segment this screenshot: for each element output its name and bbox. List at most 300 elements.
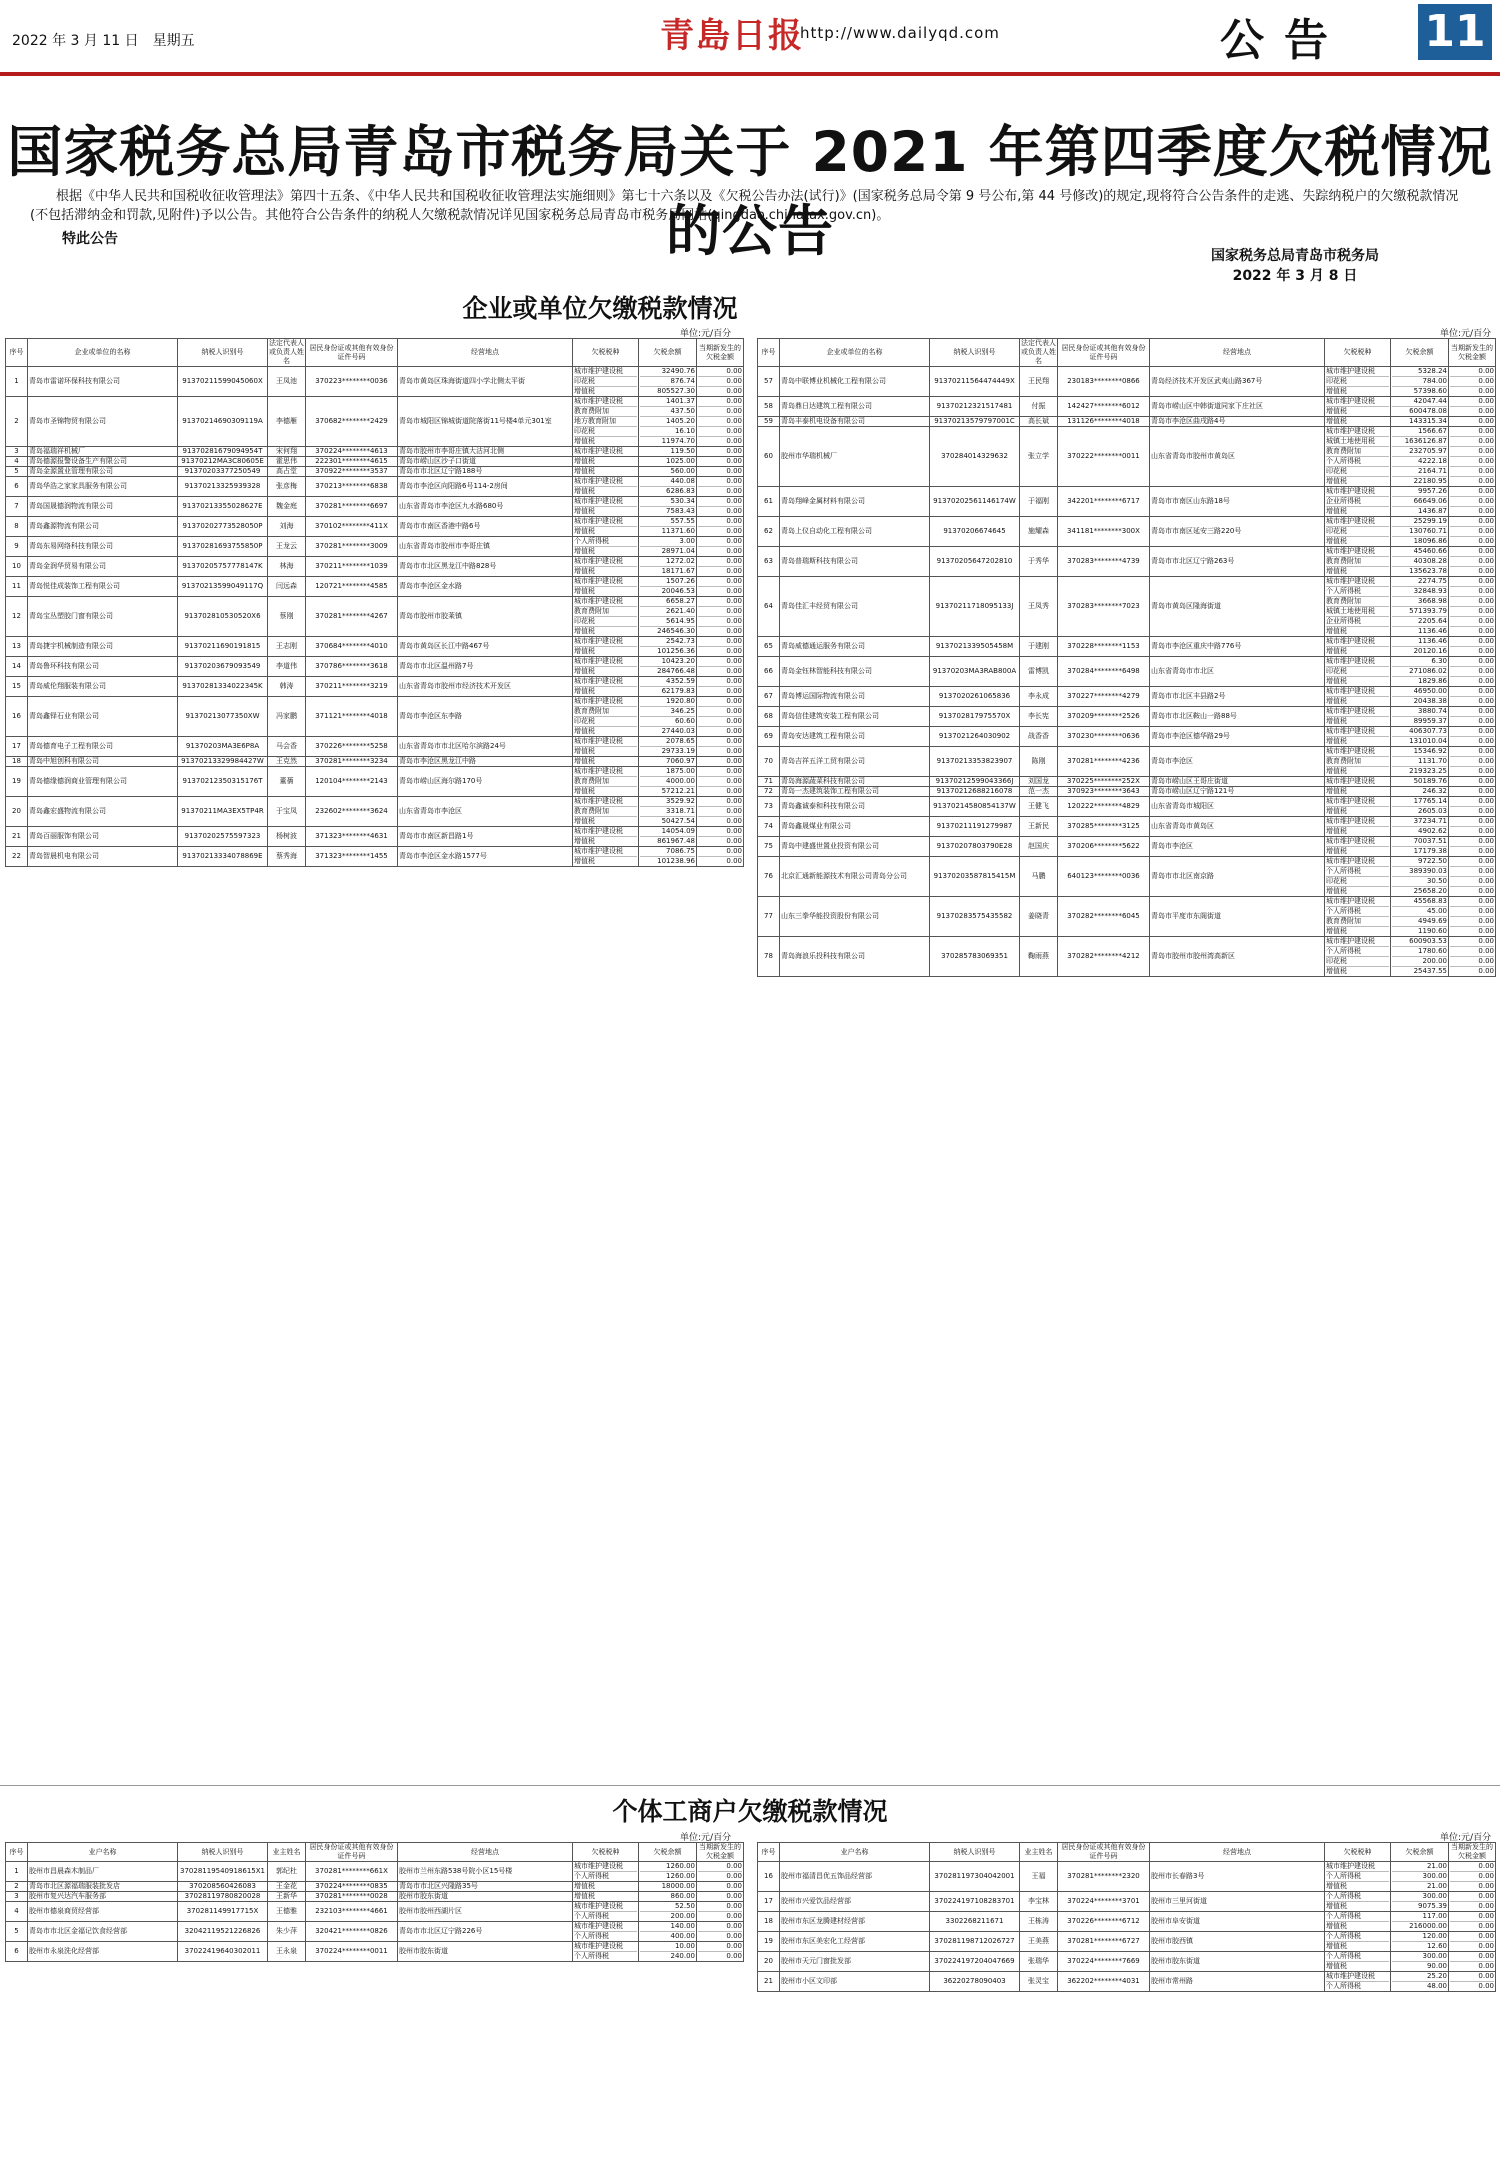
table-row	[6, 577, 744, 597]
tax-type: 个人所得税	[1326, 1932, 1389, 1942]
tax-types	[1325, 1892, 1391, 1912]
new-arrears-amount: 0.00	[698, 637, 742, 647]
tax-amounts	[1391, 517, 1449, 547]
tax-type: 地方教育附加	[574, 417, 637, 427]
table-row	[6, 767, 744, 797]
taxpayer-id: 91370213353823907	[930, 747, 1020, 777]
tax-type: 增值税	[574, 837, 595, 845]
tax-amount: 560.00	[670, 467, 695, 475]
tax-type: 增值税	[1326, 677, 1347, 685]
table-row	[6, 847, 744, 867]
tax-amount: 50427.54	[661, 817, 695, 825]
taxpayer-id: 91370212350315176T	[178, 767, 268, 797]
tax-type: 增值税	[1326, 1882, 1347, 1890]
taxpayer-id: 91370202773528050P	[178, 517, 268, 537]
row-number: 66	[758, 657, 780, 687]
taxpayer-name: 青岛翔峰金属材料有限公司	[780, 487, 930, 517]
tax-amount: 45568.83	[1392, 897, 1447, 907]
tax-amount: 25.20	[1392, 1972, 1447, 1982]
taxpayer-id: 913702817975570X	[930, 707, 1020, 727]
table-row	[758, 897, 1496, 937]
tax-type: 增值税	[1326, 1922, 1347, 1930]
tax-amounts	[639, 1892, 697, 1902]
new-arrears-amount: 0.00	[1450, 757, 1494, 767]
new-arrears-amount: 0.00	[698, 807, 742, 817]
tax-amount: 406307.73	[1392, 727, 1447, 737]
section2-unit-right: 单位:元/百分	[1440, 1833, 1492, 1843]
tax-type: 增值税	[574, 757, 595, 765]
enterprise-right-header-cell: 纳税人识别号	[930, 339, 1020, 367]
tax-amounts	[1391, 777, 1449, 787]
new-arrears-amount: 0.00	[726, 527, 742, 535]
tax-amounts	[639, 597, 697, 637]
new-arrears-amount: 0.00	[1478, 1982, 1494, 1990]
id-card-number: 370224********7669	[1058, 1952, 1150, 1972]
new-arrears-amount: 0.00	[1478, 537, 1494, 545]
row-number: 58	[758, 397, 780, 417]
table-row	[6, 737, 744, 757]
business-address: 青岛市黄岛区珠海街道四小学北侧太平街	[398, 367, 573, 397]
new-arrears-amount: 0.00	[726, 387, 742, 395]
tax-amount: 861967.48	[657, 837, 695, 845]
tax-type: 教育费附加	[1326, 557, 1389, 567]
row-number: 62	[758, 517, 780, 547]
business-address: 青岛市市南区新昌路1号	[398, 827, 573, 847]
new-arrears-amount: 0.00	[726, 757, 742, 765]
business-address: 青岛市市南区香港中路6号	[398, 517, 573, 537]
new-arrears	[697, 657, 744, 677]
individual-left-header-cell: 业主姓名	[268, 1843, 306, 1862]
tax-amounts	[1391, 727, 1449, 747]
issuer-name: 国家税务总局青岛市税务局	[1211, 248, 1379, 264]
individual-left-header-cell: 序号	[6, 1843, 28, 1862]
new-arrears-amount: 0.00	[1450, 747, 1494, 757]
taxpayer-id: 91370211599045060X	[178, 367, 268, 397]
id-card-number: 120721********4585	[306, 577, 398, 597]
taxpayer-id: 913702810530520X6	[178, 597, 268, 637]
tax-amount: 5614.95	[640, 617, 695, 627]
tax-types	[1325, 787, 1391, 797]
taxpayer-name: 胶州市德泉商贸经营部	[28, 1902, 178, 1922]
tax-amount: 1136.46	[1392, 637, 1447, 647]
tax-amount: 90.00	[1426, 1962, 1447, 1970]
section-divider	[0, 1785, 1500, 1786]
tax-types	[573, 477, 639, 497]
taxpayer-id: 36220278090403	[930, 1972, 1020, 1992]
enterprise-left-header-cell: 经营地点	[398, 339, 573, 367]
tax-amounts	[639, 517, 697, 537]
taxpayer-name: 青岛鑫宏盛物流有限公司	[28, 797, 178, 827]
tax-amount: 12.60	[1426, 1942, 1447, 1950]
new-arrears-amount: 0.00	[698, 597, 742, 607]
tax-amount: 42047.44	[1392, 397, 1447, 407]
business-address: 山东省青岛市市北区	[1150, 657, 1325, 687]
new-arrears-amount: 0.00	[726, 1872, 742, 1880]
tax-type: 增值税	[574, 627, 595, 635]
new-arrears-amount: 0.00	[726, 647, 742, 655]
row-number: 1	[6, 1862, 28, 1882]
table-row	[758, 817, 1496, 837]
tax-type: 增值税	[574, 787, 595, 795]
new-arrears	[1449, 1892, 1496, 1912]
tax-amounts	[1391, 1912, 1449, 1932]
taxpayer-id: 91370212599043366J	[930, 777, 1020, 787]
row-number: 65	[758, 637, 780, 657]
tax-amount: 860.00	[670, 1892, 695, 1900]
row-number: 5	[6, 467, 28, 477]
new-arrears	[697, 677, 744, 697]
representative-name: 王克然	[268, 757, 306, 767]
taxpayer-name: 青岛鑫铎石业有限公司	[28, 697, 178, 737]
row-number: 20	[758, 1952, 780, 1972]
new-arrears-amount: 0.00	[1450, 427, 1494, 437]
new-arrears-amount: 0.00	[1450, 617, 1494, 627]
taxpayer-name: 青岛中联博业机械化工程有限公司	[780, 367, 930, 397]
taxpayer-name: 胶州市小区文印部	[780, 1972, 930, 1992]
table-row	[6, 757, 744, 767]
new-arrears-amount: 0.00	[1478, 827, 1494, 835]
newspaper-url[interactable]: http://www.dailyqd.com	[800, 24, 1000, 42]
business-address: 青岛市市北区辽宁路188号	[398, 467, 573, 477]
new-arrears	[697, 557, 744, 577]
tax-amount: 1136.46	[1418, 627, 1447, 635]
new-arrears-amount: 0.00	[698, 697, 742, 707]
tax-amounts	[1391, 687, 1449, 707]
tax-amounts	[639, 847, 697, 867]
business-address: 青岛市李沧区	[1150, 837, 1325, 857]
taxpayer-name: 青岛金润华贸易有限公司	[28, 557, 178, 577]
tax-amount: 1636126.87	[1392, 437, 1447, 447]
tax-types	[1325, 367, 1391, 397]
enterprise-right-header-cell: 企业或单位的名称	[780, 339, 930, 367]
enterprise-left-header-cell: 欠税税种	[573, 339, 639, 367]
tax-amount: 45.00	[1392, 907, 1447, 917]
new-arrears-amount: 0.00	[1478, 1902, 1494, 1910]
taxpayer-id: 91370205757778147K	[178, 557, 268, 577]
new-arrears	[697, 767, 744, 797]
tax-amounts	[1391, 937, 1449, 977]
tax-type: 增值税	[574, 507, 595, 515]
tax-amount: 1260.00	[640, 1862, 695, 1872]
taxpayer-name: 青岛鼎日达建筑工程有限公司	[780, 397, 930, 417]
new-arrears-amount: 0.00	[698, 517, 742, 527]
individual-right-header-cell: 业户名称	[780, 1843, 930, 1862]
tax-type: 个人所得税	[574, 1912, 609, 1920]
tax-type: 增值税	[574, 747, 595, 755]
new-arrears-amount: 0.00	[1450, 1972, 1494, 1982]
new-arrears-amount: 0.00	[1478, 847, 1494, 855]
business-address: 青岛市崂山区沙子口街道	[398, 457, 573, 467]
representative-name: 张彦梅	[268, 477, 306, 497]
taxpayer-id: 370281197304042001	[930, 1862, 1020, 1892]
tax-type: 增值税	[574, 817, 595, 825]
tax-type: 教育费附加	[1326, 917, 1389, 927]
id-card-number: 370922********3537	[306, 467, 398, 477]
tax-type: 城市维护建设税	[574, 657, 637, 667]
new-arrears	[697, 637, 744, 657]
tax-type: 城市维护建设税	[1326, 577, 1389, 587]
new-arrears-amount: 0.00	[698, 607, 742, 617]
table-row	[758, 727, 1496, 747]
representative-name: 杨树波	[268, 827, 306, 847]
taxpayer-id: 91370213355028627E	[178, 497, 268, 517]
new-arrears-amount: 0.00	[1478, 407, 1494, 415]
id-card-number: 640123********0036	[1058, 857, 1150, 897]
id-card-number: 370684********4010	[306, 637, 398, 657]
new-arrears-amount: 0.00	[1450, 687, 1494, 697]
id-card-number: 370223********0036	[306, 367, 398, 397]
newspaper-logo: 青島日报	[660, 16, 804, 56]
new-arrears	[1449, 797, 1496, 817]
tax-type: 增值税	[1326, 1902, 1347, 1910]
id-card-number: 370225********252X	[1058, 777, 1150, 787]
representative-name: 王凤池	[268, 367, 306, 397]
tax-amounts	[639, 737, 697, 757]
new-arrears-amount: 0.00	[1450, 837, 1494, 847]
taxpayer-id: 370284014329632	[930, 427, 1020, 487]
tax-type: 城市维护建设税	[574, 477, 637, 487]
new-arrears-amount: 0.00	[726, 447, 742, 455]
id-card-number: 370281********6727	[1058, 1932, 1150, 1952]
tax-amount: 1401.37	[640, 397, 695, 407]
id-card-number: 370285********3125	[1058, 817, 1150, 837]
taxpayer-name: 胶州市兴爱饮品经营部	[780, 1892, 930, 1912]
tax-type: 增值税	[1326, 407, 1347, 415]
row-number: 4	[6, 1902, 28, 1922]
tax-amount: 89959.37	[1413, 717, 1447, 725]
business-address: 青岛市市北区鞍山一路88号	[1150, 707, 1325, 727]
representative-name: 王志刚	[268, 637, 306, 657]
new-arrears-amount: 0.00	[1450, 1912, 1494, 1922]
taxpayer-name: 青岛鑫晟煤业有限公司	[780, 817, 930, 837]
row-number: 9	[6, 537, 28, 557]
row-number: 18	[758, 1912, 780, 1932]
tax-types	[1325, 1952, 1391, 1972]
tax-amount: 7060.97	[666, 757, 695, 765]
new-arrears-amount: 0.00	[1478, 1882, 1494, 1890]
tax-types	[573, 597, 639, 637]
tax-type: 个人所得税	[1326, 907, 1389, 917]
tax-amount: 14054.09	[640, 827, 695, 837]
taxpayer-name: 青岛吉祥五洋工贸有限公司	[780, 747, 930, 777]
id-card-number: 370281********2320	[1058, 1862, 1150, 1892]
table-row	[6, 1892, 744, 1902]
taxpayer-id: 91370213334078869E	[178, 847, 268, 867]
tax-amounts	[1391, 797, 1449, 817]
table-row	[758, 1892, 1496, 1912]
enterprise-table-right	[757, 338, 1496, 977]
representative-name: 冯家鹏	[268, 697, 306, 737]
tax-type: 增值税	[574, 727, 595, 735]
new-arrears-amount: 0.00	[1450, 437, 1494, 447]
new-arrears-amount: 0.00	[1450, 877, 1494, 887]
taxpayer-name: 北京汇通新能源技术有限公司青岛分公司	[780, 857, 930, 897]
tax-amount: 200.00	[670, 1912, 695, 1920]
tax-amount: 5328.24	[1392, 367, 1447, 377]
business-address: 山东省青岛市市北区哈尔滨路24号	[398, 737, 573, 757]
new-arrears-amount: 0.00	[1478, 477, 1494, 485]
new-arrears-amount: 0.00	[1478, 507, 1494, 515]
table-row	[6, 827, 744, 847]
row-number: 7	[6, 497, 28, 517]
tax-types	[573, 537, 639, 557]
new-arrears-amount: 0.00	[1450, 947, 1494, 957]
tax-types	[573, 797, 639, 827]
taxpayer-id: 370224197108283701	[930, 1892, 1020, 1912]
tax-amount: 300.00	[1392, 1952, 1447, 1962]
new-arrears	[1449, 707, 1496, 727]
new-arrears-amount: 0.00	[726, 727, 742, 735]
tax-type: 印花税	[1326, 527, 1389, 537]
business-address: 胶州市常州路	[1150, 1972, 1325, 1992]
tax-type: 增值税	[1326, 807, 1347, 815]
business-address: 青岛市平度市东阁街道	[1150, 897, 1325, 937]
tax-amounts	[1391, 637, 1449, 657]
id-card-number: 370281********4236	[1058, 747, 1150, 777]
tax-types	[1325, 397, 1391, 417]
tax-type: 城市维护建设税	[574, 697, 637, 707]
tax-amount: 140.00	[640, 1922, 695, 1932]
taxpayer-id: 91370213325939328	[178, 477, 268, 497]
tax-type: 个人所得税	[574, 1872, 609, 1880]
enterprise-left-header-row	[6, 339, 744, 367]
row-number: 19	[6, 767, 28, 797]
table-row	[758, 857, 1496, 897]
new-arrears-amount: 0.00	[1450, 897, 1494, 907]
tax-amount: 70037.51	[1392, 837, 1447, 847]
taxpayer-id: 91370211191279987	[930, 817, 1020, 837]
tax-amount: 25437.55	[1413, 967, 1447, 975]
new-arrears	[697, 757, 744, 767]
new-arrears-amount: 0.00	[698, 557, 742, 567]
tax-type: 城市维护建设税	[1326, 937, 1389, 947]
new-arrears-amount: 0.00	[726, 747, 742, 755]
tax-type: 增值税	[1326, 1962, 1347, 1970]
id-card-number: 370211********3219	[306, 677, 398, 697]
tax-amounts	[1391, 1892, 1449, 1912]
new-arrears-amount: 0.00	[1450, 937, 1494, 947]
id-card-number: 370230********0636	[1058, 727, 1150, 747]
table-row	[758, 937, 1496, 977]
tax-type: 城市维护建设税	[1326, 707, 1389, 717]
new-arrears-amount: 0.00	[698, 1922, 742, 1932]
new-arrears	[1449, 417, 1496, 427]
tax-amounts	[639, 797, 697, 827]
enterprise-right-header-cell: 欠税税种	[1325, 339, 1391, 367]
tax-amount: 18000.00	[661, 1882, 695, 1890]
business-address: 青岛市黄岛区隆海街道	[1150, 577, 1325, 637]
tax-type: 个人所得税	[1326, 1872, 1389, 1882]
tax-type: 城镇土地使用税	[1326, 607, 1389, 617]
new-arrears-amount: 0.00	[1478, 967, 1494, 975]
new-arrears-amount: 0.00	[726, 857, 742, 865]
issue-date: 2022 年 3 月 11 日 星期五	[12, 33, 195, 49]
representative-name: 战香香	[1020, 727, 1058, 747]
tax-amount: 240.00	[670, 1952, 695, 1960]
tax-type: 城市维护建设税	[574, 597, 637, 607]
table-row	[758, 397, 1496, 417]
business-address: 胶州市阜安街道	[1150, 1912, 1325, 1932]
table-row	[6, 797, 744, 827]
new-arrears	[1449, 727, 1496, 747]
row-number: 3	[6, 1892, 28, 1902]
taxpayer-id: 91370212MA3C80605E	[178, 457, 268, 467]
tax-types	[1325, 1912, 1391, 1932]
table-row	[6, 397, 744, 447]
business-address: 胶州市长春路3号	[1150, 1862, 1325, 1892]
row-number: 2	[6, 397, 28, 447]
new-arrears	[1449, 547, 1496, 577]
tax-type: 教育费附加	[574, 777, 637, 787]
business-address: 青岛市李沧区德华路29号	[1150, 727, 1325, 747]
tax-type: 增值税	[574, 487, 595, 495]
table-row	[6, 597, 744, 637]
table-row	[758, 427, 1496, 487]
enterprise-right-header-cell: 居民身份证或其他有效身份证件号码	[1058, 339, 1150, 367]
new-arrears-amount: 0.00	[698, 427, 742, 437]
tax-amount: 57212.21	[661, 787, 695, 795]
new-arrears	[1449, 427, 1496, 487]
new-arrears-amount: 0.00	[1450, 457, 1494, 467]
business-address: 山东省青岛市胶州市经济技术开发区	[398, 677, 573, 697]
new-arrears-amount: 0.00	[1478, 737, 1494, 745]
tax-amount: 2078.65	[640, 737, 695, 747]
tax-amount: 21.00	[1392, 1862, 1447, 1872]
individual-left-header-cell: 欠税税种	[573, 1843, 639, 1862]
tax-types	[1325, 747, 1391, 777]
id-card-number: 370209********2526	[1058, 707, 1150, 727]
id-card-number: 370682********2429	[306, 397, 398, 447]
representative-name: 王龙云	[268, 537, 306, 557]
new-arrears-amount: 0.00	[726, 667, 742, 675]
business-address: 山东省青岛市城阳区	[1150, 797, 1325, 817]
row-number: 14	[6, 657, 28, 677]
tax-types	[573, 737, 639, 757]
special-notice: 特此公告	[62, 231, 118, 247]
taxpayer-id: 91370211564474449X	[930, 367, 1020, 397]
tax-amount: 1829.86	[1418, 677, 1447, 685]
table-row	[758, 747, 1496, 777]
tax-type: 城市维护建设税	[574, 497, 637, 507]
tax-amount: 1272.02	[640, 557, 695, 567]
business-address: 青岛经济技术开发区武夷山路367号	[1150, 367, 1325, 397]
new-arrears	[697, 577, 744, 597]
individual-right-header-cell: 居民身份证或其他有效身份证件号码	[1058, 1843, 1150, 1862]
tax-types	[573, 767, 639, 797]
tax-type: 教育费附加	[574, 707, 637, 717]
tax-type: 城市维护建设税	[1326, 367, 1389, 377]
tax-amount: 440.08	[640, 477, 695, 487]
taxpayer-name: 青岛国晟德润物流有限公司	[28, 497, 178, 517]
tax-amount: 246.32	[1422, 787, 1447, 795]
tax-amount: 30.50	[1392, 877, 1447, 887]
taxpayer-id: 91370203MA3E6P8A	[178, 737, 268, 757]
business-address: 青岛市李沧区黑龙江中路	[398, 757, 573, 767]
tax-types	[573, 637, 639, 657]
business-address: 青岛市崂山区中韩街道同家下庄社区	[1150, 397, 1325, 417]
new-arrears	[697, 1902, 744, 1922]
table-row	[6, 1942, 744, 1962]
tax-types	[1325, 837, 1391, 857]
tax-amounts	[639, 367, 697, 397]
table-row	[6, 1922, 744, 1942]
business-address: 青岛市黄岛区长江中路467号	[398, 637, 573, 657]
id-card-number: 320421********0826	[306, 1922, 398, 1942]
taxpayer-name: 青岛智晨机电有限公司	[28, 847, 178, 867]
table-row	[758, 417, 1496, 427]
tax-type: 教育费附加	[574, 607, 637, 617]
tax-amount: 2205.64	[1392, 617, 1447, 627]
